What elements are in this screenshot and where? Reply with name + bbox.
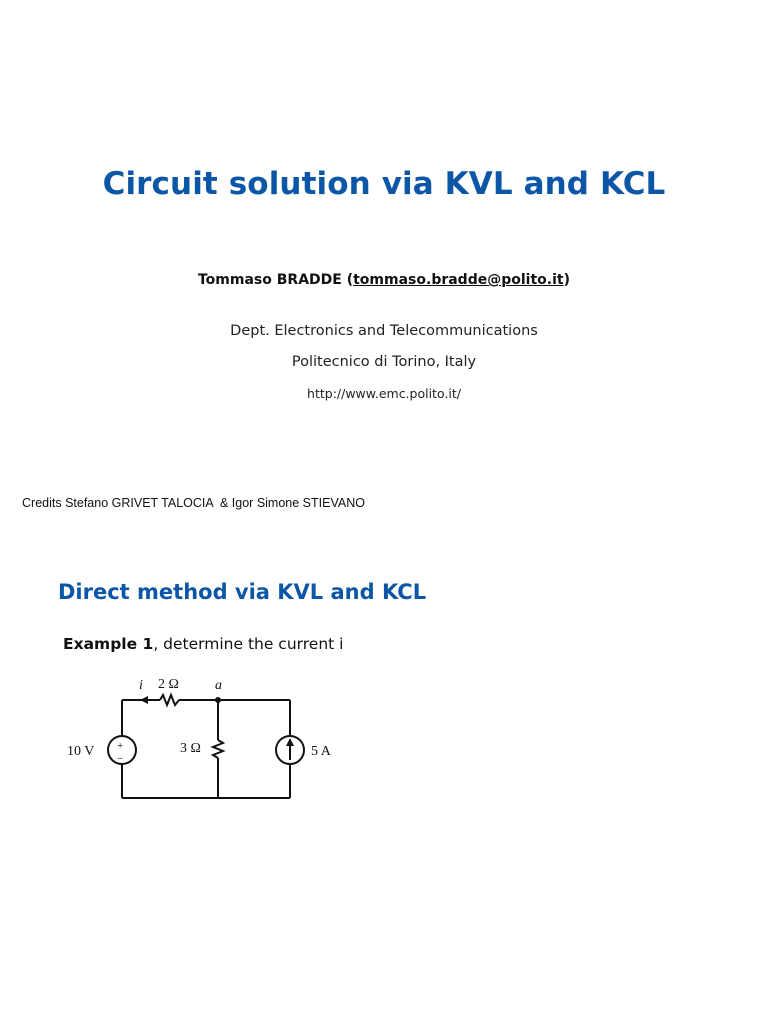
department-text: Dept. Electronics and Telecommunications: [230, 323, 538, 339]
resistor-top-label: 2 Ω: [158, 677, 179, 692]
node-label: a: [215, 678, 222, 693]
circuit-wires: [108, 695, 304, 798]
author-line: [0, 272, 768, 288]
author-email-link[interactable]: tommaso.bradde@polito.it: [353, 272, 564, 288]
example-text: , determine the current i: [153, 635, 344, 653]
voltage-source-label: 10 V: [67, 744, 95, 759]
current-source-label: 5 A: [311, 744, 331, 759]
resistor-3-ohm: [213, 740, 223, 758]
node-a-dot: [215, 697, 221, 703]
website-url: http://www.emc.polito.it/: [307, 386, 461, 401]
page-title: Circuit solution via KVL and KCL: [102, 166, 666, 202]
current-arrow-icon: [140, 696, 148, 704]
author-suffix: ): [563, 272, 570, 288]
section-heading: Direct method via KVL and KCL: [58, 580, 427, 604]
resistor-2-ohm: [160, 695, 179, 705]
example-statement: [63, 635, 343, 653]
example-label: Example 1: [63, 635, 154, 653]
current-label: i: [139, 678, 143, 693]
credits-text: Credits Stefano GRIVET TALOCIA & Igor Simone STIEVANO: [22, 496, 365, 510]
plus-sign: +: [117, 740, 124, 752]
minus-sign: −: [117, 753, 124, 765]
circuit-diagram: [60, 668, 360, 813]
current-source-arrow-head: [286, 738, 294, 746]
university-text: Politecnico di Torino, Italy: [291, 354, 477, 370]
resistor-mid-label: 3 Ω: [180, 741, 201, 756]
author-name: Tommaso BRADDE (: [197, 272, 354, 288]
